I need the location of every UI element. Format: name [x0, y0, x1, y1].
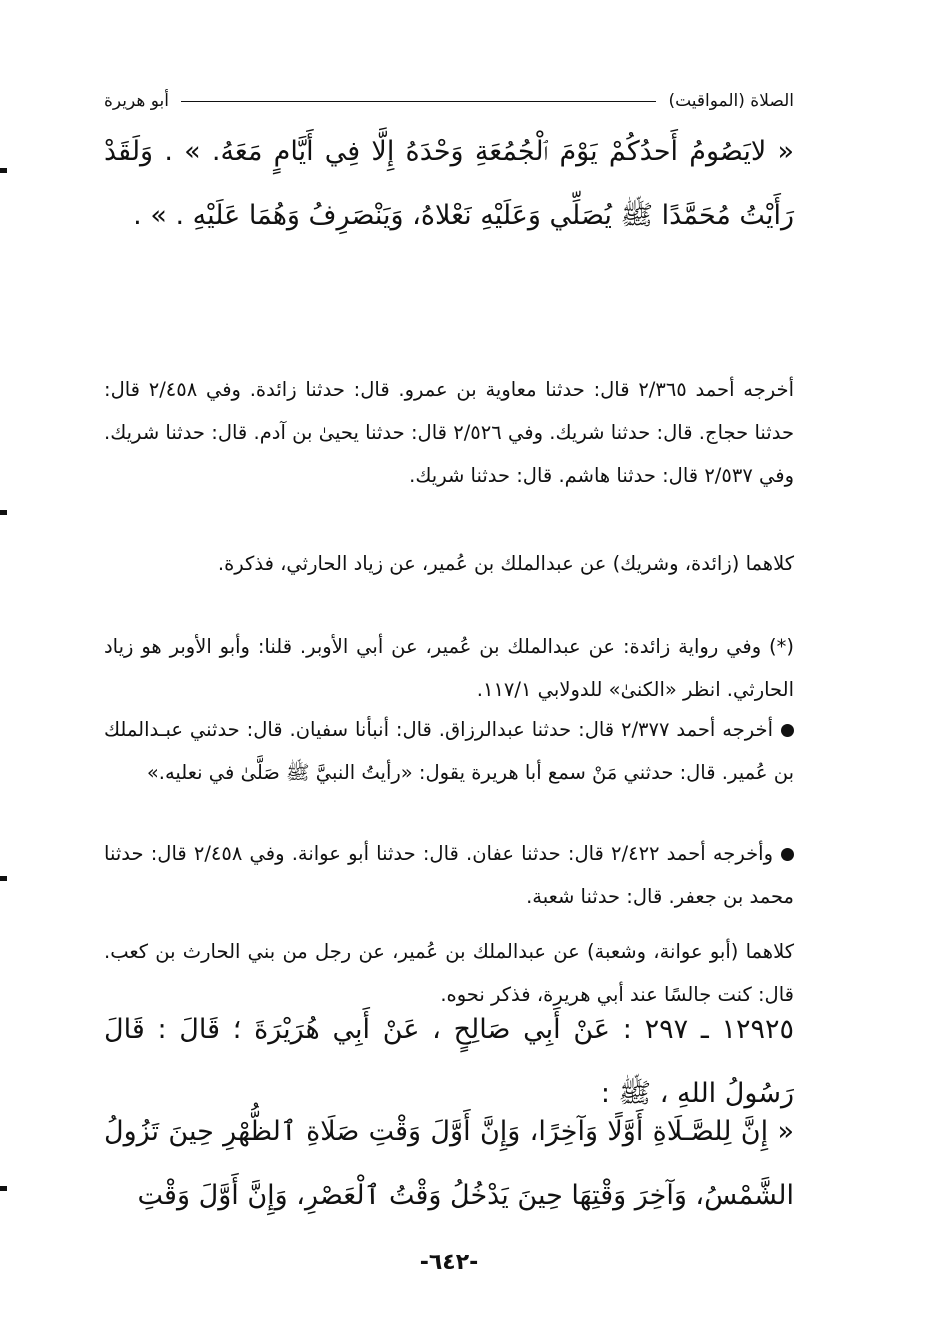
binding-mark [0, 1186, 7, 1191]
hadith-text: « إِنَّ لِلصَّـلَاةِ أَوَّلًا وَآخِرًا، وَإِنَّ أَوَّلَ وَقْتِ صَلَاةِ ٱلظُّهْرِ حِينَ تَزُولُ الشَّمْسُ، وَآخِرَ وَقْتِهَا حِينَ يَدْخُلُ وَقْتُ ٱلْعَصْرِ، وَإِنَّ أَوَّلَ وَقْتِ [104, 1116, 794, 1211]
editor-remark: (*) وفي رواية زائدة: عن عبدالملك بن عُمير، عن أبي الأوبر. قلنا: وأبو الأوبر هو زياد الحارثي. انظر «الكنىٰ» للدولابي ١١٧/١. [104, 635, 794, 701]
bullet-icon [781, 724, 794, 737]
header-rule [181, 101, 656, 102]
hadith-heading: ١٢٩٢٥ ـ ٢٩٧ : عَنْ أَبِي صَالِحٍ ، عَنْ أَبِي هُرَيْرَةَ ؛ قَالَ : قَالَ رَسُولُ اللهِ ، ﷺ : [104, 1014, 794, 1109]
binding-mark [0, 510, 7, 515]
book-page [104, 80, 794, 1310]
takhrij-paragraph-2 [104, 708, 794, 794]
both-narrators-paragraph: كلاهما (زائدة، وشريك) عن عبدالملك بن عُمير، عن زياد الحارثي، فذكرة. [217, 552, 794, 575]
header-narrator: أبو هريرة [104, 91, 170, 111]
takhrij-text-2: أخرجه أحمد ٢/٣٧٧ قال: حدثنا عبدالرزاق. قال: أنبأنا سفيان. قال: حدثني عبـدالملك بن عُمير. قال: حدثني مَنْ سمع أبا هريرة يقول: «رأيتُ النبيَّ ﷺ صَلَّىٰ في نعليه.» [104, 718, 794, 784]
hadith-continuation: « لايَصُومُ أَحدُكُمْ يَوْمَ ٱلْجُمُعَةِ وَحْدَهُ إِلَّا فِي أَيَّامٍ مَعَهُ. » . وَلَقَدْ رَأَيْتُ مُحَمَّدًا ﷺ يُصَلِّي وَعَلَيْهِ نَعْلاهُ، وَيَنْصَرِفُ وَهُمَا عَلَيْهِ . » . [104, 136, 794, 231]
both-narrators-paragraph-2: كلاهما (أبو عوانة، وشعبة) عن عبدالملك بن عُمير، عن رجل من بني الحارث بن كعب. قال: كنت جالسًا عند أبي هريرة، فذكر نحوه. [104, 940, 794, 1006]
binding-mark [0, 168, 7, 173]
binding-mark [0, 876, 7, 881]
takhrij-paragraph: أخرجه أحمد ٢/٣٦٥ قال: حدثنا معاوية بن عمرو. قال: حدثنا زائدة. وفي ٢/٤٥٨ قال: حدثنا حجاج. قال: حدثنا شريك. وفي ٢/٥٢٦ قال: حدثنا يحيىٰ بن آدم. قال: حدثنا شريك. وفي ٢/٥٣٧ قال: حدثنا هاشم. قال: حدثنا شريك. [104, 378, 794, 487]
takhrij-paragraph-3 [104, 832, 794, 918]
running-header [104, 88, 794, 114]
bullet-icon [781, 848, 794, 861]
header-section-title: الصلاة (المواقيت) [668, 91, 794, 111]
takhrij-text-3: وأخرجه أحمد ٢/٤٢٢ قال: حدثنا عفان. قال: حدثنا أبو عوانة. وفي ٢/٤٥٨ قال: حدثنا محمد بن جعفر. قال: حدثنا شعبة. [104, 842, 794, 908]
page-number: -٦٤٢- [419, 1250, 479, 1275]
